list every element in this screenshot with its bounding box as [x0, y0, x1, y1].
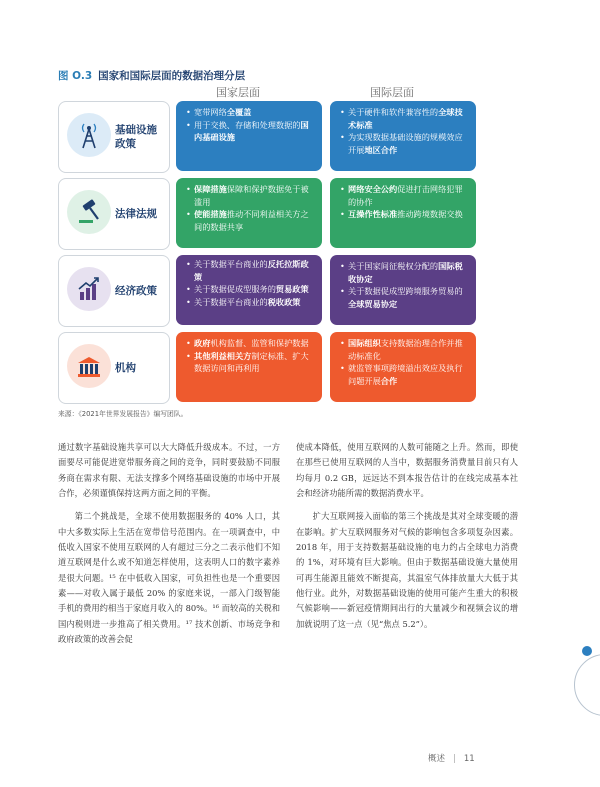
cell-item: • 宽带网络全覆盖: [186, 106, 314, 119]
column-header-international: 国际层面: [370, 86, 414, 99]
paragraph: 扩大互联网接入面临的第三个挑战是其对全球变暖的潜在影响。扩大互联网服务对气候的影响包含多项复杂因素。2018 年，用于支持数据基础设施的电力约占全球电力消费的 1%，对环境有巨大影响。但由于数据基础设施大量使用可再生能源且能效不断提高，其温室气体排放量大大低于其他行业。此外，对数据基础设施的使用可能产生重大的积极气候影响——新冠疫情期间出行的大量减少和视频会议的增加就说明了这一点（见“焦点 5.2”）。: [296, 511, 518, 629]
cell-item: • 关于硬件和软件兼容性的全球技术标准: [340, 106, 468, 131]
cell-item: • 用于交换、存储和处理数据的国内基础设施: [186, 119, 314, 144]
figure-source: 来源：《2021年世界发展报告》编写团队。: [58, 410, 188, 418]
figure-title-text: 国家和国际层面的数据治理分层: [98, 70, 246, 82]
body-column-right: [296, 440, 518, 640]
cell-item: • 就监管事项跨境溢出效应及执行问题开展合作: [340, 362, 468, 387]
cell-item: • 国际组织支持数据治理合作并推动标准化: [340, 337, 468, 362]
paragraph: 使成本降低，使用互联网的人数可能随之上升。然而，即使在那些已使用互联网的人当中，数据服务消费量目前只有人均每月 0.2 GB，远远达不到本报告估计的在线完成基本社会和经济功能所需的数据消费水平。: [296, 442, 518, 499]
row-label-institutions: [58, 332, 170, 404]
page-footer: 概述 | 11: [428, 754, 475, 764]
cell-item: • 网络安全公约促进打击网络犯罪的协作: [340, 183, 468, 208]
cell-legal-national: [176, 178, 322, 248]
cell-item: • 使能措施推动不同利益相关方之间的数据共享: [186, 208, 314, 233]
row-label-economic: [58, 255, 170, 327]
figure-number: 图 O.3: [58, 70, 93, 82]
figure-title: [58, 68, 245, 83]
cell-item: • 政府机构监督、监管和保护数据: [186, 337, 314, 350]
footer-section: 概述: [428, 754, 446, 764]
cell-item: • 关于数据平台商业的反托拉斯政策: [186, 258, 314, 283]
decorative-ring: [574, 654, 600, 716]
cell-item: • 关于数据平台商业的税收政策: [186, 296, 314, 309]
cell-institutions-national: [176, 332, 322, 402]
column-header-national: 国家层面: [216, 86, 260, 99]
cell-legal-international: [330, 178, 476, 248]
row-label-text: 基础设施 政策: [115, 123, 157, 150]
cell-economic-international: [330, 255, 476, 325]
body-column-left: [58, 440, 280, 655]
page-number: 11: [463, 754, 475, 764]
row-label-infrastructure: [58, 101, 170, 173]
row-label-text: 法律法规: [115, 207, 157, 220]
cell-infrastructure-international: [330, 101, 476, 171]
growth-chart-icon: [67, 267, 111, 311]
cell-item: • 关于数据促成型服务的贸易政策: [186, 283, 314, 296]
cell-institutions-international: [330, 332, 476, 402]
cell-infrastructure-national: [176, 101, 322, 171]
cell-item: • 互操作性标准推动跨境数据交换: [340, 208, 468, 221]
cell-item: • 关于国家间征税权分配的国际税收协定: [340, 260, 468, 285]
row-label-legal: [58, 178, 170, 250]
cell-item: • 其他利益相关方制定标准、扩大数据访问和再利用: [186, 350, 314, 375]
cell-item: • 保障措施保障和保护数据免于被滥用: [186, 183, 314, 208]
row-label-text: 经济政策: [115, 284, 157, 297]
paragraph: 通过数字基础设施共享可以大大降低升级成本。不过，一方面要尽可能促进宽带服务商之间的竞争，同时要鼓励不同服务商在需求有限、无法支撑多个网络基础设施的市场中开展合作，必须谨慎保持这两方面之间的平衡。: [58, 442, 280, 499]
cell-economic-national: [176, 255, 322, 325]
cell-item: • 为实现数据基础设施的规模效应开展地区合作: [340, 131, 468, 156]
decorative-dot: [582, 646, 592, 656]
paragraph: 第二个挑战是，全球不使用数据服务的 40% 人口，其中大多数实际上生活在宽带信号范围内。在一项调查中，中低收入国家不使用互联网的人有超过三分之二表示他们不知道互联网是什么或不知道怎样使用，这表明人口的数字素养是很大问题。¹⁵ 在中低收入国家，可负担性也是一个重要因素——对收入属于最低 20% 的家庭来说，一部入门级智能手机的费用约相当于家庭月收入的 80%。¹⁶ 而较高的关税和国内税则进一步推高了相关费用。¹⁷ 技术创新、市场竞争和政府政策的改善会促: [58, 511, 280, 645]
government-building-icon: [67, 344, 111, 388]
gavel-icon: [67, 190, 111, 234]
row-label-text: 机构: [115, 361, 136, 374]
cell-item: • 关于数据促成型跨境服务贸易的全球贸易协定: [340, 285, 468, 310]
signal-tower-icon: [67, 113, 111, 157]
